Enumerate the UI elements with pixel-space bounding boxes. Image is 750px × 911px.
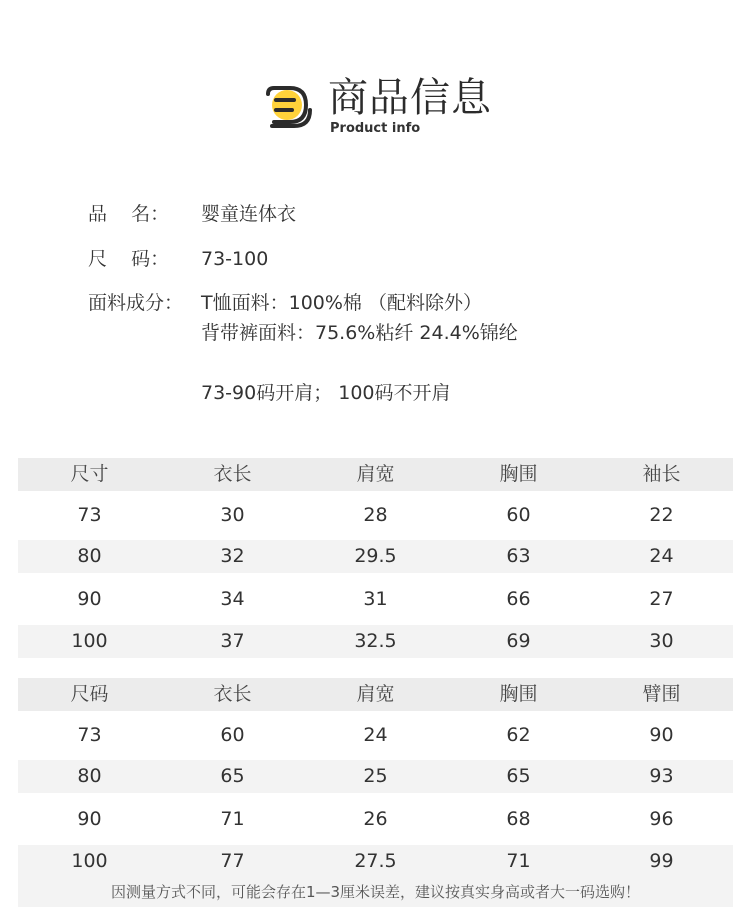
table-cell: 65 <box>506 765 531 787</box>
header-cell: 袖长 <box>642 463 681 485</box>
header-cell: 衣长 <box>213 683 252 705</box>
fabric-line-1: T恤面料：100%棉 （配料除外） <box>201 292 482 314</box>
table-row <box>18 845 733 878</box>
table-cell: 71 <box>220 808 245 830</box>
table-cell: 73 <box>77 724 102 746</box>
table-cell: 29.5 <box>354 545 397 567</box>
table-cell: 100 <box>71 630 108 652</box>
header-cell: 衣长 <box>213 463 252 485</box>
fabric-label: 面料成分： <box>88 292 184 314</box>
header-cell: 肩宽 <box>356 683 395 705</box>
table-cell: 22 <box>649 504 674 526</box>
table-row <box>18 540 733 573</box>
list-document-icon <box>262 84 312 130</box>
table-cell: 27 <box>649 588 674 610</box>
table-cell: 96 <box>649 808 674 830</box>
table-cell: 90 <box>77 808 102 830</box>
table-row <box>18 583 733 616</box>
fabric-line-2: 背带裤面料：75.6%粘纤 24.4%锦纶 <box>201 322 518 344</box>
table-cell: 68 <box>506 808 531 830</box>
size-label: 尺 码： <box>88 248 170 270</box>
table-cell: 80 <box>77 545 102 567</box>
header-cell: 臂围 <box>642 683 681 705</box>
header-cell: 尺码 <box>70 683 109 705</box>
header-cell: 胸围 <box>499 683 538 705</box>
name-value: 婴童连体衣 <box>201 203 297 225</box>
table-cell: 28 <box>363 504 388 526</box>
table-cell: 60 <box>506 504 531 526</box>
table-header <box>18 678 733 711</box>
opening-note: 73-90码开肩； 100码不开肩 <box>201 382 451 404</box>
table-cell: 69 <box>506 630 531 652</box>
table-cell: 30 <box>220 504 245 526</box>
table-cell: 65 <box>220 765 245 787</box>
table-cell: 26 <box>363 808 388 830</box>
table-row <box>18 719 733 752</box>
table-cell: 30 <box>649 630 674 652</box>
name-label: 品 名： <box>88 203 170 225</box>
table-header <box>18 458 733 491</box>
table-cell: 60 <box>220 724 245 746</box>
table-cell: 80 <box>77 765 102 787</box>
table-cell: 66 <box>506 588 531 610</box>
header-cell: 肩宽 <box>356 463 395 485</box>
table-row <box>18 625 733 658</box>
table-cell: 77 <box>220 850 245 872</box>
page-title: 商品信息 <box>328 75 492 121</box>
table-cell: 32 <box>220 545 245 567</box>
header-cell: 胸围 <box>499 463 538 485</box>
table-cell: 24 <box>649 545 674 567</box>
table-cell: 73 <box>77 504 102 526</box>
table-row <box>18 803 733 836</box>
table-cell: 37 <box>220 630 245 652</box>
table-cell: 24 <box>363 724 388 746</box>
size-value: 73-100 <box>201 248 269 270</box>
header <box>0 0 750 150</box>
page-subtitle: Product info <box>330 121 421 136</box>
table-cell: 90 <box>77 588 102 610</box>
table-cell: 62 <box>506 724 531 746</box>
table-cell: 32.5 <box>354 630 397 652</box>
table-cell: 90 <box>649 724 674 746</box>
measurement-note: 因测量方式不同，可能会存在1—3厘米误差，建议按真实身高或者大一码选购！ <box>18 877 733 907</box>
table-cell: 99 <box>649 850 674 872</box>
table-cell: 34 <box>220 588 245 610</box>
table-cell: 27.5 <box>354 850 397 872</box>
table-cell: 71 <box>506 850 531 872</box>
table-cell: 25 <box>363 765 388 787</box>
table-cell: 100 <box>71 850 108 872</box>
table-row <box>18 499 733 532</box>
table-row <box>18 760 733 793</box>
table-cell: 63 <box>506 545 531 567</box>
header-cell: 尺寸 <box>70 463 109 485</box>
table-cell: 31 <box>363 588 388 610</box>
table-cell: 93 <box>649 765 674 787</box>
